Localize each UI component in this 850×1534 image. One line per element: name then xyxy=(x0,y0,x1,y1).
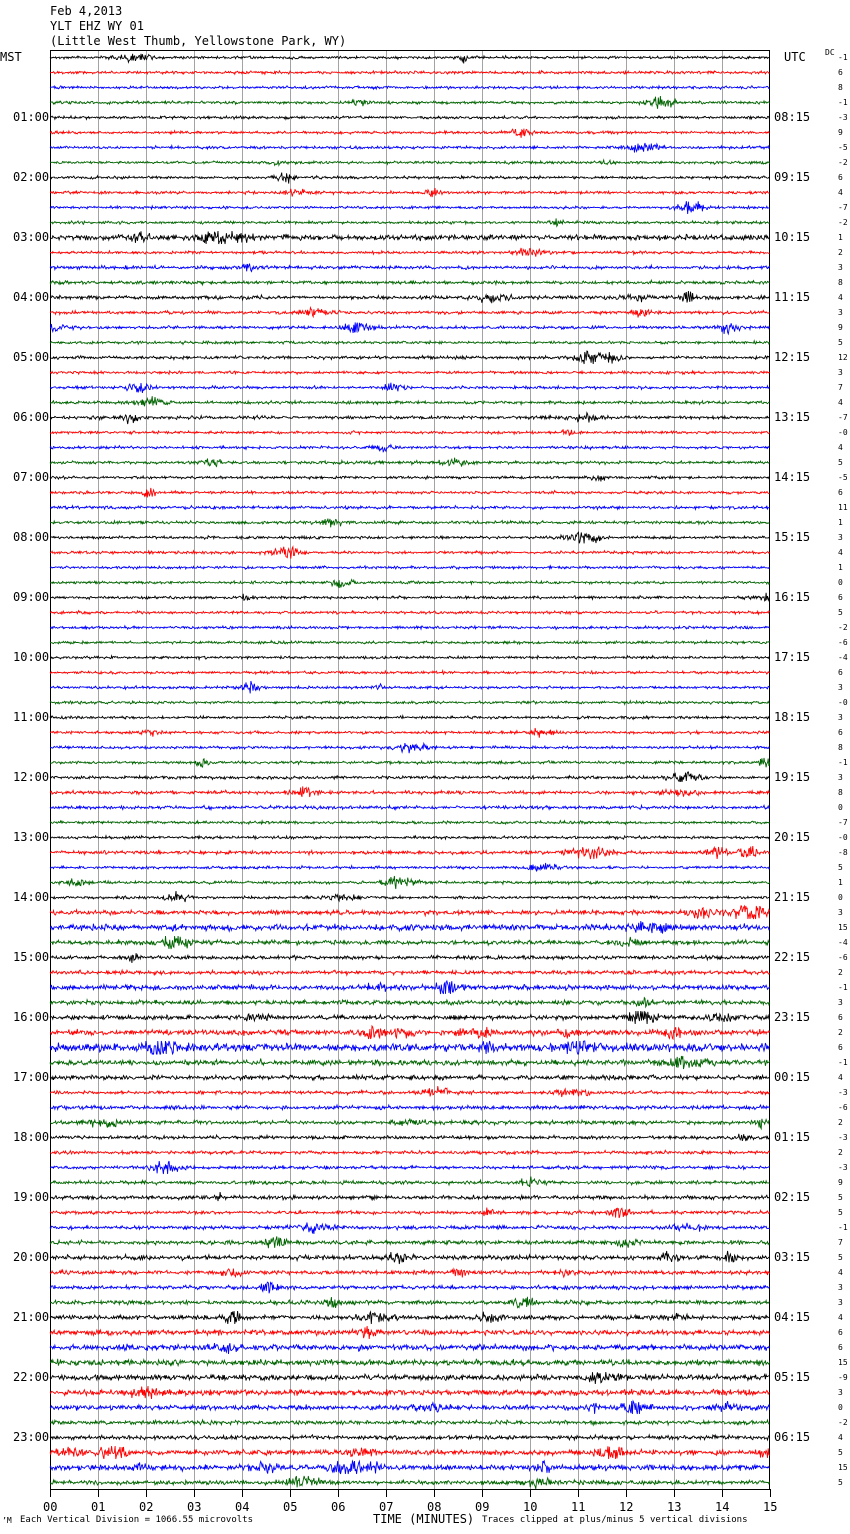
seismic-trace xyxy=(50,116,770,120)
utc-hour-label: 17:15 xyxy=(774,649,811,664)
dc-offset-label: -4 xyxy=(838,652,848,662)
dc-offset-label: 11 xyxy=(838,502,848,512)
seismic-trace xyxy=(50,1011,770,1024)
seismic-trace xyxy=(50,1386,770,1399)
dc-offset-label: 4 xyxy=(838,397,843,407)
dc-offset-label: 7 xyxy=(838,1237,843,1247)
dc-offset-label: 4 xyxy=(838,187,843,197)
seismic-trace xyxy=(50,1326,770,1339)
x-tick-label: 04 xyxy=(235,1500,250,1514)
seismic-trace xyxy=(50,188,770,197)
seismic-traces xyxy=(50,54,770,1489)
seismic-trace xyxy=(50,1223,770,1235)
seismic-trace xyxy=(50,475,770,481)
dc-offset-label: -7 xyxy=(838,412,848,422)
dc-offset-label: 2 xyxy=(838,1147,843,1157)
dc-offset-label: 1 xyxy=(838,232,843,242)
dc-offset-label: -6 xyxy=(838,637,848,647)
seismic-trace xyxy=(50,506,770,510)
dc-offset-label: -3 xyxy=(838,112,848,122)
seismic-trace xyxy=(50,921,770,934)
utc-hour-label: 09:15 xyxy=(774,169,811,184)
mst-hour-label: 18:00 xyxy=(13,1129,50,1144)
dc-offset-label: -3 xyxy=(838,1087,848,1097)
dc-offset-label: 1 xyxy=(838,877,843,887)
seismic-trace xyxy=(50,86,770,89)
seismic-trace xyxy=(50,1461,770,1474)
dc-offset-label: -1 xyxy=(838,982,848,992)
seismic-trace xyxy=(50,936,770,949)
seismic-trace xyxy=(50,1311,770,1324)
dc-offset-label: 5 xyxy=(838,1477,843,1487)
seismic-trace xyxy=(50,248,770,257)
seismic-trace xyxy=(50,998,770,1007)
seismic-trace xyxy=(50,351,770,364)
dc-offset-label: 3 xyxy=(838,997,843,1007)
dc-offset-label: 6 xyxy=(838,172,843,182)
mst-hour-label: 21:00 xyxy=(13,1309,50,1324)
dc-offset-label: 6 xyxy=(838,592,843,602)
dc-offset-label: 1 xyxy=(838,517,843,527)
seismic-trace xyxy=(50,656,770,660)
dc-offset-label: -0 xyxy=(838,697,848,707)
seismic-trace xyxy=(50,280,770,285)
x-tick-label: 10 xyxy=(523,1500,538,1514)
dc-offset-label: 4 xyxy=(838,1432,843,1442)
dc-offset-label: 3 xyxy=(838,1387,843,1397)
utc-hour-label: 00:15 xyxy=(774,1069,811,1084)
seismic-trace xyxy=(50,953,770,963)
dc-offset-label: 5 xyxy=(838,1252,843,1262)
dc-offset-label: 3 xyxy=(838,712,843,722)
dc-offset-label: -7 xyxy=(838,202,848,212)
seismic-trace xyxy=(50,1297,770,1308)
dc-offset-label: -5 xyxy=(838,472,848,482)
dc-offset-label: -2 xyxy=(838,217,848,227)
dc-offset-label: -7 xyxy=(838,817,848,827)
x-tick-label: 12 xyxy=(619,1500,634,1514)
dc-offset-label: 6 xyxy=(838,1327,843,1337)
utc-hour-label: 20:15 xyxy=(774,829,811,844)
seismic-trace xyxy=(50,1420,770,1425)
dc-offset-label: 5 xyxy=(838,607,843,617)
dc-offset-label: 5 xyxy=(838,1192,843,1202)
dc-offset-label: -4 xyxy=(838,937,848,947)
mst-hour-label: 20:00 xyxy=(13,1249,50,1264)
seismic-trace xyxy=(50,566,770,569)
seismic-trace xyxy=(50,1105,770,1110)
dc-offset-label: 4 xyxy=(838,1267,843,1277)
utc-hour-label: 18:15 xyxy=(774,709,811,724)
footer-mark: ’M xyxy=(2,1516,12,1525)
seismic-trace xyxy=(50,1446,770,1459)
dc-offset-label: -2 xyxy=(838,157,848,167)
mst-hour-label: 09:00 xyxy=(13,589,50,604)
seismic-trace xyxy=(50,1236,770,1248)
x-tick-label: 07 xyxy=(379,1500,394,1514)
seismic-trace xyxy=(50,641,770,645)
mst-hour-label: 10:00 xyxy=(13,649,50,664)
dc-offset-label: 5 xyxy=(838,457,843,467)
dc-offset-label: 6 xyxy=(838,667,843,677)
utc-hour-label: 04:15 xyxy=(774,1309,811,1324)
seismic-trace xyxy=(50,906,770,919)
seismic-trace xyxy=(50,1359,770,1367)
dc-offset-label: 6 xyxy=(838,67,843,77)
seismic-trace xyxy=(50,1056,770,1069)
dc-offset-label: 6 xyxy=(838,1012,843,1022)
mst-axis-title: MST xyxy=(0,50,22,64)
dc-offset-label: -1 xyxy=(838,1222,848,1232)
dc-offset-label: 3 xyxy=(838,367,843,377)
utc-hour-label: 19:15 xyxy=(774,769,811,784)
x-tick-label: 05 xyxy=(283,1500,298,1514)
dc-offset-label: -3 xyxy=(838,1132,848,1142)
utc-hour-label: 06:15 xyxy=(774,1429,811,1444)
seismic-trace xyxy=(50,846,770,859)
seismic-trace xyxy=(50,129,770,138)
seismic-trace xyxy=(50,1282,770,1293)
mst-hour-label: 06:00 xyxy=(13,409,50,424)
utc-hour-label: 03:15 xyxy=(774,1249,811,1264)
utc-hour-label: 12:15 xyxy=(774,349,811,364)
mst-hour-label: 07:00 xyxy=(13,469,50,484)
seismic-trace xyxy=(50,291,770,303)
mst-hour-label: 01:00 xyxy=(13,109,50,124)
seismic-trace xyxy=(50,383,770,393)
seismic-trace xyxy=(50,671,770,674)
dc-offset-label: 15 xyxy=(838,922,848,932)
dc-offset-label: 5 xyxy=(838,1207,843,1217)
dc-offset-label: 6 xyxy=(838,487,843,497)
x-axis-title: TIME (MINUTES) xyxy=(373,1512,475,1526)
seismic-trace xyxy=(50,970,770,975)
x-tick-label: 11 xyxy=(571,1500,586,1514)
seismic-trace xyxy=(50,1251,770,1264)
seismic-trace xyxy=(50,772,770,782)
seismic-trace xyxy=(50,201,770,214)
dc-offset-label: 6 xyxy=(838,727,843,737)
dc-offset-label: -2 xyxy=(838,622,848,632)
utc-hour-label: 21:15 xyxy=(774,889,811,904)
dc-offset-label: 7 xyxy=(838,382,843,392)
utc-hour-label: 05:15 xyxy=(774,1369,811,1384)
dc-offset-label: 2 xyxy=(838,1117,843,1127)
mst-hour-label: 14:00 xyxy=(13,889,50,904)
seismic-trace xyxy=(50,341,770,345)
dc-offset-label: 2 xyxy=(838,1027,843,1037)
utc-hour-label: 14:15 xyxy=(774,469,811,484)
seismic-trace xyxy=(50,71,770,75)
dc-offset-label: 2 xyxy=(838,247,843,257)
utc-hour-label: 16:15 xyxy=(774,589,811,604)
seismic-trace xyxy=(50,1075,770,1080)
seismic-trace xyxy=(50,1476,770,1489)
seismic-trace xyxy=(50,626,770,630)
seismic-trace xyxy=(50,1086,770,1097)
dc-offset-label: 8 xyxy=(838,82,843,92)
mst-hour-label: 12:00 xyxy=(13,769,50,784)
seismic-trace xyxy=(50,322,770,334)
dc-offset-label: -3 xyxy=(838,1162,848,1172)
x-tick-label: 14 xyxy=(715,1500,730,1514)
dc-offset-label: 3 xyxy=(838,262,843,272)
seismic-trace xyxy=(50,143,770,153)
dc-offset-label: 6 xyxy=(838,1042,843,1052)
dc-offset-label: -2 xyxy=(838,1417,848,1427)
utc-hour-label: 15:15 xyxy=(774,529,811,544)
dc-offset-label: 5 xyxy=(838,1447,843,1457)
utc-hour-label: 01:15 xyxy=(774,1129,811,1144)
seismic-trace xyxy=(50,1435,770,1440)
dc-offset-label: 15 xyxy=(838,1357,848,1367)
dc-offset-label: 3 xyxy=(838,1297,843,1307)
chart-date: Feb 4,2013 xyxy=(50,4,123,18)
seismic-trace xyxy=(50,1177,770,1187)
seismic-trace xyxy=(50,1343,770,1354)
utc-hour-label: 13:15 xyxy=(774,409,811,424)
seismic-trace xyxy=(50,593,770,602)
seismic-trace xyxy=(50,264,770,272)
mst-hour-label: 08:00 xyxy=(13,529,50,544)
utc-hour-label: 22:15 xyxy=(774,949,811,964)
dc-offset-label: 3 xyxy=(838,532,843,542)
seismic-trace xyxy=(50,1208,770,1218)
dc-offset-label: 5 xyxy=(838,862,843,872)
seismic-trace xyxy=(50,488,770,498)
seismic-trace xyxy=(50,836,770,840)
seismic-trace xyxy=(50,396,770,406)
dc-offset-label: 15 xyxy=(838,1462,848,1472)
mst-hour-label: 19:00 xyxy=(13,1189,50,1204)
dc-offset-label: -5 xyxy=(838,142,848,152)
x-tick-label: 08 xyxy=(427,1500,442,1514)
x-tick-label: 00 xyxy=(43,1500,58,1514)
utc-hour-label: 11:15 xyxy=(774,289,811,304)
mst-hour-label: 22:00 xyxy=(13,1369,50,1384)
seismic-trace xyxy=(50,743,770,753)
dc-offset-label: 8 xyxy=(838,742,843,752)
x-axis-ticks xyxy=(51,1489,771,1497)
dc-offset-label: -1 xyxy=(838,757,848,767)
clip-note: Traces clipped at plus/minus 5 vertical divisions xyxy=(482,1515,748,1525)
seismic-trace xyxy=(50,1026,770,1039)
mst-hour-label: 04:00 xyxy=(13,289,50,304)
mst-hour-label: 11:00 xyxy=(13,709,50,724)
seismic-trace xyxy=(50,1119,770,1129)
seismic-trace xyxy=(50,611,770,615)
x-tick-label: 09 xyxy=(475,1500,490,1514)
mst-hour-label: 02:00 xyxy=(13,169,50,184)
seismic-trace xyxy=(50,876,770,889)
seismic-trace xyxy=(50,1372,770,1384)
utc-hour-label: 08:15 xyxy=(774,109,811,124)
dc-offset-label: 4 xyxy=(838,1072,843,1082)
seismic-trace xyxy=(50,1041,770,1054)
seismic-trace xyxy=(50,786,770,797)
x-tick-label: 13 xyxy=(667,1500,682,1514)
dc-offset-label: 3 xyxy=(838,772,843,782)
mst-hour-label: 03:00 xyxy=(13,229,50,244)
seismic-trace xyxy=(50,532,770,543)
dc-offset-label: -9 xyxy=(838,1372,848,1382)
dc-offset-label: 8 xyxy=(838,277,843,287)
dc-offset-label: 4 xyxy=(838,292,843,302)
dc-offset-label: 3 xyxy=(838,907,843,917)
scale-note: Each Vertical Division = 1066.55 microvolts xyxy=(20,1515,253,1525)
seismic-trace xyxy=(50,160,770,165)
seismic-trace xyxy=(50,1192,770,1201)
x-tick-label: 06 xyxy=(331,1500,346,1514)
utc-hour-label: 02:15 xyxy=(774,1189,811,1204)
dc-offset-label: 4 xyxy=(838,1312,843,1322)
seismic-trace xyxy=(50,371,770,374)
seismic-trace xyxy=(50,821,770,825)
seismic-trace xyxy=(50,54,770,64)
seismic-trace xyxy=(50,308,770,318)
dc-offset-label: 0 xyxy=(838,802,843,812)
mst-hour-label: 16:00 xyxy=(13,1009,50,1024)
seismic-trace xyxy=(50,1150,770,1154)
dc-offset-label: 0 xyxy=(838,1402,843,1412)
dc-offset-label: -1 xyxy=(838,52,848,62)
seismic-trace xyxy=(50,580,770,588)
seismic-trace xyxy=(50,805,770,809)
plot-frame xyxy=(51,51,770,1490)
mst-hour-label: 13:00 xyxy=(13,829,50,844)
mst-hour-label: 17:00 xyxy=(13,1069,50,1084)
dc-offset-label: 2 xyxy=(838,967,843,977)
dc-offset-label: 3 xyxy=(838,307,843,317)
dc-offset-label: -0 xyxy=(838,427,848,437)
dc-offset-label: 5 xyxy=(838,337,843,347)
dc-offset-label: 4 xyxy=(838,547,843,557)
seismic-trace xyxy=(50,681,770,693)
x-tick-label: 03 xyxy=(187,1500,202,1514)
seismic-trace xyxy=(50,96,770,109)
dc-offset-label: 3 xyxy=(838,682,843,692)
dc-offset-label: 3 xyxy=(838,1282,843,1292)
dc-offset-label: -6 xyxy=(838,1102,848,1112)
seismic-trace xyxy=(50,716,770,720)
seismic-trace xyxy=(50,1161,770,1174)
seismic-trace xyxy=(50,1134,770,1141)
dc-offset-label: 9 xyxy=(838,1177,843,1187)
mst-hour-label: 23:00 xyxy=(13,1429,50,1444)
seismic-trace xyxy=(50,458,770,467)
mst-hour-label: 15:00 xyxy=(13,949,50,964)
seismic-trace xyxy=(50,547,770,559)
seismic-trace xyxy=(50,701,770,705)
dc-offset-label: -1 xyxy=(838,97,848,107)
dc-axis-title: DC xyxy=(825,48,835,57)
x-tick-label: 15 xyxy=(763,1500,778,1514)
seismic-trace xyxy=(50,173,770,184)
seismic-trace xyxy=(50,429,770,436)
dc-offset-label: -0 xyxy=(838,832,848,842)
utc-axis-title: UTC xyxy=(784,50,806,64)
dc-offset-label: -6 xyxy=(838,952,848,962)
dc-offset-label: 9 xyxy=(838,127,843,137)
utc-hour-label: 23:15 xyxy=(774,1009,811,1024)
dc-offset-label: 12 xyxy=(838,352,848,362)
mst-hour-label: 05:00 xyxy=(13,349,50,364)
dc-offset-label: -1 xyxy=(838,1057,848,1067)
seismic-trace xyxy=(50,445,770,452)
utc-hour-label: 10:15 xyxy=(774,229,811,244)
seismic-trace xyxy=(50,231,770,244)
seismic-trace xyxy=(50,758,770,767)
seismic-trace xyxy=(50,863,770,871)
seismic-trace xyxy=(50,1401,770,1414)
dc-offset-label: 9 xyxy=(838,322,843,332)
dc-offset-label: 8 xyxy=(838,787,843,797)
dc-offset-label: -8 xyxy=(838,847,848,857)
seismic-trace xyxy=(50,981,770,994)
chart-station: YLT EHZ WY 01 xyxy=(50,19,144,33)
dc-offset-label: 1 xyxy=(838,562,843,572)
seismic-trace xyxy=(50,218,770,226)
seismic-trace xyxy=(50,413,770,424)
chart-location: (Little West Thumb, Yellowstone Park, WY) xyxy=(50,34,347,48)
seismic-trace xyxy=(50,891,770,902)
x-tick-label: 01 xyxy=(91,1500,106,1514)
seismic-trace xyxy=(50,519,770,528)
dc-offset-label: 4 xyxy=(838,442,843,452)
dc-offset-label: 6 xyxy=(838,1342,843,1352)
x-tick-label: 02 xyxy=(139,1500,154,1514)
seismic-trace xyxy=(50,728,770,738)
dc-offset-label: 0 xyxy=(838,577,843,587)
seismic-trace xyxy=(50,1269,770,1278)
dc-offset-label: 0 xyxy=(838,892,843,902)
